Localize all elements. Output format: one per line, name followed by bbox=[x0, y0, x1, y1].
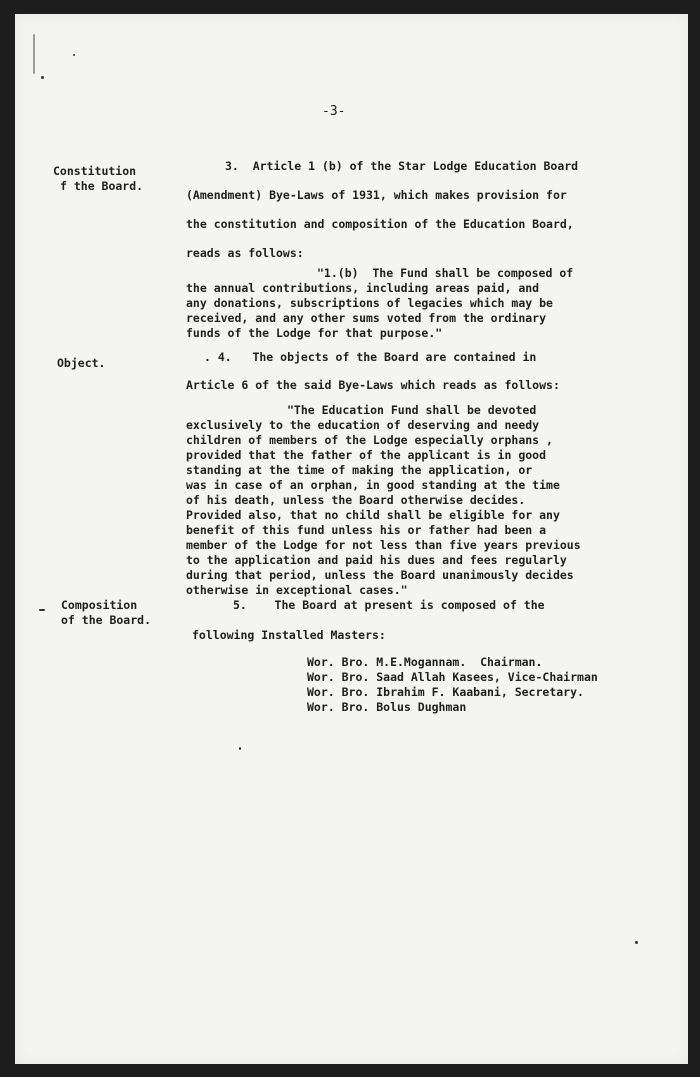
scan-speck bbox=[73, 54, 75, 56]
quote-art6-line-13: otherwise in exceptional cases." bbox=[186, 583, 408, 597]
scan-speck bbox=[239, 747, 241, 750]
quote-1b-line-2: the annual contributions, including areas paid, and bbox=[186, 281, 540, 295]
quote-art6-line-8: Provided also, that no child shall be eligible for any bbox=[186, 508, 560, 522]
quote-1b-line-3: any donations, subscriptions of legacies which may be bbox=[186, 296, 553, 310]
para-4-line-2: Article 6 of the said Bye-Laws which reads as follows: bbox=[186, 378, 560, 392]
quote-art6-line-6: was in case of an orphan, in good standing at the time bbox=[186, 478, 560, 492]
quote-art6-line-1: "The Education Fund shall be devoted bbox=[287, 403, 537, 417]
quote-art6-line-3: children of members of the Lodge especially orphans , bbox=[186, 433, 553, 447]
page-number: -3- bbox=[322, 104, 346, 119]
member-fourth: Wor. Bro. Bolus Dughman bbox=[307, 700, 467, 714]
scan-speck bbox=[41, 76, 44, 79]
quote-1b-line-5: funds of the Lodge for that purpose." bbox=[186, 326, 443, 340]
quote-art6-line-12: during that period, unless the Board unanimously decides bbox=[186, 568, 574, 582]
member-secretary: Wor. Bro. Ibrahim F. Kaabani, Secretary. bbox=[307, 685, 584, 699]
member-vice-chairman: Wor. Bro. Saad Allah Kasees, Vice-Chairman bbox=[307, 670, 598, 684]
para-4-line-1: . 4. The objects of the Board are contained in bbox=[204, 350, 537, 364]
quote-art6-line-2: exclusively to the education of deserving and needy bbox=[186, 418, 540, 432]
scan-edge-mark bbox=[33, 34, 35, 74]
quote-art6-line-5: standing at the time of making the application, or bbox=[186, 463, 533, 477]
para-3-line-3: the constitution and composition of the Education Board, bbox=[186, 217, 574, 231]
para-3-line-4: reads as follows: bbox=[186, 246, 304, 260]
quote-art6-line-4: provided that the father of the applicant is in good bbox=[186, 448, 547, 462]
side-heading-composition-line-2: of the Board. bbox=[61, 613, 152, 627]
quote-1b-line-1: "1.(b) The Fund shall be composed of bbox=[317, 266, 574, 280]
scan-speck bbox=[39, 609, 45, 611]
document-page bbox=[15, 14, 688, 1064]
side-heading-object: Object. bbox=[57, 356, 106, 370]
para-5-line-2: following Installed Masters: bbox=[192, 628, 386, 642]
quote-1b-line-4: received, and any other sums voted from the ordinary bbox=[186, 311, 547, 325]
para-3-line-2: (Amendment) Bye-Laws of 1931, which makes provision for bbox=[186, 188, 567, 202]
quote-art6-line-11: to the application and paid his dues and fees regularly bbox=[186, 553, 567, 567]
side-heading-constitution-line-1: Constitution bbox=[53, 164, 137, 178]
side-heading-constitution-line-2: f the Board. bbox=[60, 179, 144, 193]
quote-art6-line-7: of his death, unless the Board otherwise decides. bbox=[186, 493, 526, 507]
quote-art6-line-10: member of the Lodge for not less than five years previous bbox=[186, 538, 581, 552]
member-chairman: Wor. Bro. M.E.Mogannam. Chairman. bbox=[307, 655, 543, 669]
side-heading-composition-line-1: Composition bbox=[61, 598, 138, 612]
para-5-line-1: 5. The Board at present is composed of the bbox=[233, 598, 545, 612]
scan-speck bbox=[635, 941, 638, 944]
quote-art6-line-9: benefit of this fund unless his or father had been a bbox=[186, 523, 547, 537]
para-3-line-1: 3. Article 1 (b) of the Star Lodge Education Board bbox=[225, 159, 579, 173]
